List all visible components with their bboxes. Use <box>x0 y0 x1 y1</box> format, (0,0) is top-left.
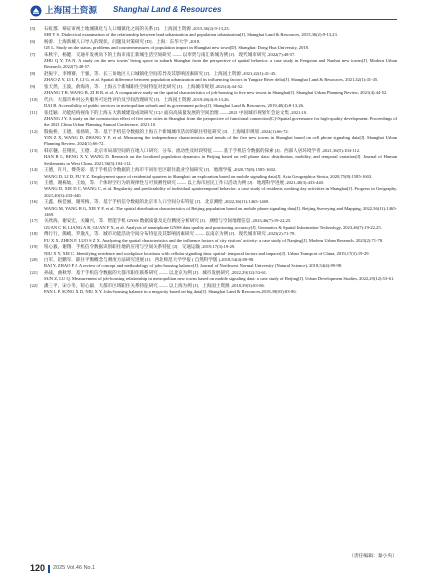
reference-text-cn: 关欣海，谢安宏，关镛兴，等．智能手机 GNSS 数据质量及定位精度分析研究 [J]．测绘与空间地理信息 ,2023,46(7):19-22,25. <box>44 218 292 224</box>
reference-item <box>30 167 397 180</box>
reference-text-cn: 殷振桥，王德，张扬轶，等．基于手机信令数据的上海五个新城城市活动的职住特征研究 [J]．上海城市规划 ,2024(1):66-72. <box>44 128 289 134</box>
reference-text-en: HAN B L, RENG X Y, WANG D. Research on the localized population dynamics in Beijing based on cell phone data: distribution, mobility, and temporal variation[J]. Journal of Human Settlements in West China, 2021,36(5):104-112. <box>44 154 397 166</box>
reference-item <box>30 180 397 199</box>
footer-divider <box>48 565 50 573</box>
reference-text-en: GUAN C H, LIANG A B, GUAN F X, et al. Analysis of smartphone GNSS data quality and positioning accuracy[J]. Geomatics & Spatial Information Technology, 2023,46(7):19-22,25. <box>44 224 382 230</box>
reference-text-en: ZHANG J Y. A study on the construction effect of five new cities in Shanghai from the perspective of functional connection[C]//Spatial governance for high-quality development: Proceedings of the 2021 China Urban Planning Annual Conference, 2021:10. <box>44 115 397 128</box>
reference-text-cn: 张佳颖．功能结构视角下的上海五大新城建设成效研究 [C]// 面向高质量发展的空间治理 ——2021 中国城市规划年会论文集 ,2021:10. <box>44 109 308 115</box>
reference-number: [11] <box>30 109 38 115</box>
reference-text-cn: 钮心毅，谢翔．手机信令数据识别职住地的应用与空间关系特征 [J]．交通运输 ,2019,17(3):19-29. <box>44 244 236 250</box>
reference-item <box>30 283 397 296</box>
page-number: 120 <box>30 563 46 573</box>
reference-number: [20] <box>30 257 38 263</box>
reference-number: [19] <box>30 244 38 250</box>
reference-text-cn: 王德，许月，傅英姿．基于手机信令数据的上海市不同住宅区职住就业空间研究 [J]．地理学报 ,2020,75(8):1585-1602. <box>44 167 277 173</box>
reference-number: [10] <box>30 96 38 102</box>
reference-item <box>30 257 397 270</box>
reference-text-en: YIN Z X, WANG D, ZHANG Y F, et al. Measuring the independence characteristics and trends of the five new towns in Shanghai based on cell phone signaling data[J]. Shanghai Urban Planning Review, 2024(1):66-72. <box>44 135 397 147</box>
reference-text-en: FU X X, ZHEN F, LUO S Z X. Analyzing the spatial characteristics and the influence factors of city visitors' activity: a case study of Nanjing[J]. Modern Urban Research, 2023(2):71-78. <box>44 237 384 243</box>
reference-text-cn: 孙战，曲秋琴．基于手机信令数据的大都市职住联系研究 —— 以北京为例 [J]．城市发展研究 ,2022,29(12):53-61. <box>44 270 268 276</box>
responsible-editor: （责任编辑：秦小央） <box>349 554 397 559</box>
reference-item <box>30 97 397 110</box>
journal-logo-icon <box>30 5 42 17</box>
reference-text-en: ZHU Q Y, TA N. A study on the new towns' living space in suburb Shanghai from the perspective of spatial behavior: a case study in Fengxian and Nanhui new towns[J]. Modern Urban Research, 2022(7):48-57. <box>44 58 397 70</box>
reference-item <box>30 84 397 97</box>
reference-text-en: GE L. Study on the status, problems and countermeasures of population import in Shanghai new town[D]. Shanghai: Dong Hua University, 2018. <box>44 45 310 51</box>
reference-item <box>30 129 397 148</box>
reference-text-cn: 石虹郡．辩证审视土地城镇化与人口城镇化之间的关系 [J]．上海国土资源 ,2015,36(2):9-13,23. <box>44 26 230 31</box>
reference-item <box>30 71 397 84</box>
reference-text-cn: 王德，谢栋灿，王灿，等．个体时空行为的规律性与可预测性研究 —— 以上海市居民工作日活动为例 [J]．地理科学进展 ,2021,40(3):433-440. <box>44 180 325 186</box>
journal-title-en: Shanghai Land & Resources <box>113 4 222 14</box>
reference-item <box>30 231 397 244</box>
reference-list <box>30 26 397 296</box>
reference-item <box>30 270 397 283</box>
reference-item <box>30 218 397 231</box>
reference-number: [9] <box>30 83 36 89</box>
page-footer <box>0 563 427 579</box>
reference-text-cn: 张天然，王波，俞海涛，等．上海五个新城职住空间特征对比研究 [J]．上海城市规划 ,2021(4):44-52. <box>44 83 244 89</box>
reference-text-cn: 韩京穗，任翔民，王德．北京市局部空间的在地人口研究：分布、流动性及时段特征 —— 基于手机信令数据的探索 [J]．西部人居环境学刊 ,2021,36(5):104-112. <box>44 148 361 154</box>
volume-info: 2025 Vol.46 No.1 <box>53 565 96 571</box>
reference-text-cn: 王鑫，杨佳丽，谢英梅，等．基于手机信令数据的北京市人口空间分布特征 [J]．北京测绘 ,2022,36(11):1465-1469. <box>44 199 270 205</box>
reference-text-cn: 赵振宇，李博赛，于强，等．长三角地区人口城镇化空间差异及其影响因素研究 [J]．上海国土资源 ,2021,42(1):41-45. <box>44 70 277 76</box>
reference-item <box>30 52 397 71</box>
reference-number: [14] <box>30 167 38 173</box>
reference-number: [13] <box>30 148 38 154</box>
reference-number: [7] <box>30 51 36 57</box>
reference-text-cn: 傅行行，熊峭，罗逸凡，等．城市功能活动空间分布特征及其影响因素研究 —— 以南京为例 [J]．现代城市研究 ,2023(2):71-78. <box>44 231 296 237</box>
reference-number: [18] <box>30 231 38 237</box>
reference-item <box>30 148 397 167</box>
page-header <box>0 0 427 20</box>
journal-title-cn: 上海国土资源 <box>45 6 98 16</box>
reference-text-cn: 潘三平，宋小冬，钮心毅．大都市区域职住关系特征研究 —— 以上海为例 [J]．上海国土资源 ,2018,39(3):83-86. <box>44 282 265 288</box>
reference-text-cn: 朱秋宇，杨健．交通开发视角下的上海市南汇新城生活空间研究 —— 以奉贤与南汇新城为例 [J]．现代城市研究 ,2022(7):48-57. <box>44 51 296 57</box>
reference-item <box>30 244 397 257</box>
reference-number: [12] <box>30 128 38 134</box>
reference-text-cn: 白军，赵鹏军．职住平衡概念与测度方法研究进展 [J]．西北师范大学学报 ( 自然科学版 ),2018,54(4):89-98. <box>44 257 255 263</box>
reference-text-en: SHI Y S. Dialectical examination of the relationship between land urbanization and population urbanization[J]. Shanghai Land & Resources, 2015,36(2):9-13,23. <box>44 32 338 38</box>
header-divider <box>30 19 397 20</box>
reference-text-en: ZHAO Z Y, LI L F, LI G, et al. Spatial difference between population urbanization and its influencing factors in Yangtze River delta[J]. Shanghai Land & Resources, 2021,42(1):41-45. <box>44 77 379 83</box>
reference-text-en: BAI Y, ZHAO P J. A review of concept and methodology of jobs-housing balance[J]. Journal of Northwest Normal University (Natural Science), 2018,54(4):89-98. <box>44 263 343 269</box>
reference-item <box>30 110 397 129</box>
reference-number: [5] <box>30 26 36 31</box>
reference-number: [21] <box>30 270 38 276</box>
reference-text-en: PAN L P, SONG X D, NIU X Y. Jobs-housing balance in a megacity based on big data[J]. Shanghai Land & Resources,2018,39(03):83-86. <box>44 289 297 295</box>
reference-number: [8] <box>30 70 36 76</box>
reference-number: [15] <box>30 180 38 186</box>
reference-number: [6] <box>30 38 36 44</box>
reference-item <box>30 26 397 39</box>
reference-item <box>30 199 397 218</box>
reference-text-en: WANG D, LI D, FU Y Z. Employment space of residential quarters in Shanghai: an exploration based on mobile signaling data[J]. Acta Geographica Sinica, 2020,75(8):1585-1602. <box>44 173 373 179</box>
reference-text-en: NIU X Y, XIE C. Identifying residence and workplace locations with cellular signaling data: spatial- temporal factors and impacts[J]. Urban Transport of China, 2019,17(3):19-29. <box>44 250 370 256</box>
reference-number: [22] <box>30 282 38 288</box>
reference-text-en: SUN Z, LU Q. Measurement of job-housing relationship in metropolitan new towns based on mobile signaling data: a case study of Beijing[J]. Urban Development Studies, 2022,29(12):53-61. <box>44 276 395 282</box>
reference-text-en: DAI B. Accessibility of public services in metropolitan suburb and its government policy[J]. Shanghai Land & Resources, 2019,40(4):8-13,26. <box>44 103 305 109</box>
reference-text-cn: 杨蕾．上海新城人口导入的现状、问题及对策研究 [D]．上海：东华大学 ,2018. <box>44 38 201 44</box>
reference-number: [16] <box>30 199 38 205</box>
reference-text-en: ZHANG T R, WANG B, ZI H B, et al. A comparative study on the spatial characteristics of job-housing in five new towns in Shanghai[J]. Shanghai Urban Planning Review, 2021(4):44-52. <box>44 90 388 96</box>
reference-text-en: WANG M, YANG B G, XIE Y F, et al. The spatial distribution characteristics of Beijing population based on mobile phone signaling data[J]. Beijing Surveying and Mapping, 2022,36(11):1465-1469. <box>44 205 397 217</box>
reference-item <box>30 39 397 52</box>
reference-number: [17] <box>30 218 38 224</box>
reference-text-cn: 代兵．大都市乡村公共服务可达性评价及空间治理研究 [J]．上海国土资源 ,2019,40(4):8-13,26. <box>44 96 230 102</box>
reference-text-en: WANG D, XIE D C, WANG C, et al. Regularity and predictability of individual spatiotemporal behavior: a case study of residents working day activities in Shanghai[J]. Progress in Geography, 2021,40(3):433-440. <box>44 186 397 198</box>
